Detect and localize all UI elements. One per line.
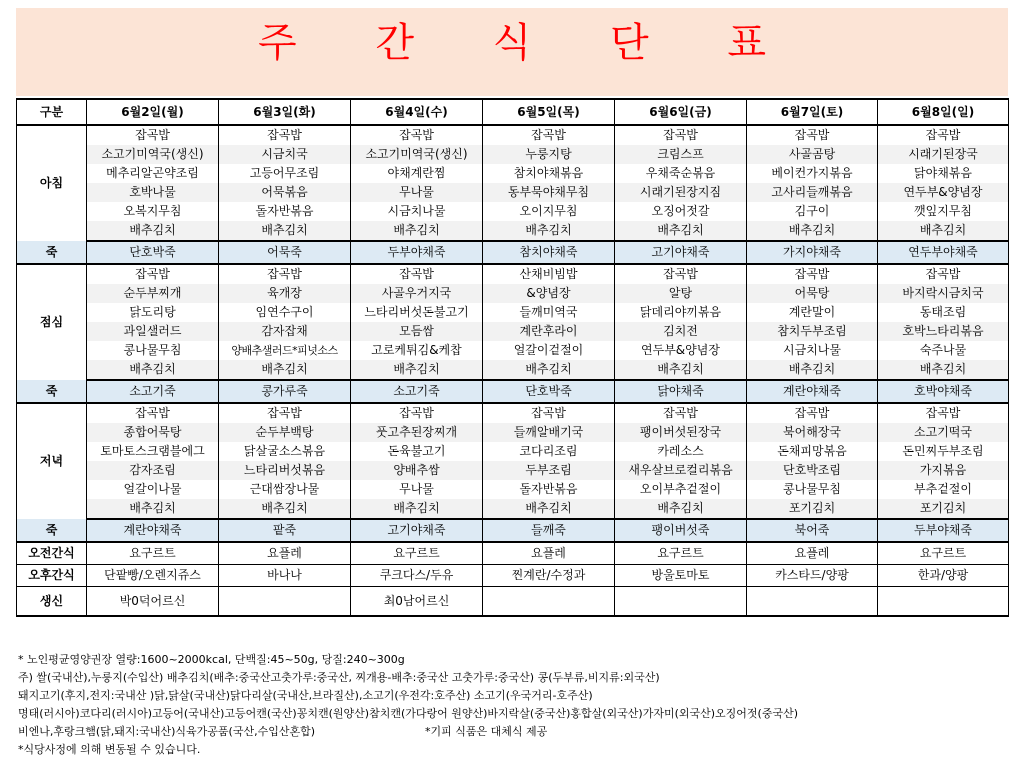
am-snack-row [17,542,1009,565]
dinner-menu-cell: 돈육불고기 [351,442,483,461]
lunch-menu-cell: 고로케튀김&케찹 [351,341,483,360]
pm-snack-cell: 한과/양팡 [878,565,1009,587]
dinner-label: 저녁 [17,403,87,519]
porridge-row [17,380,1009,403]
dinner-menu-cell: 포기김치 [878,499,1009,519]
breakfast-menu-cell: 시래기된장지짐 [615,183,747,202]
dinner-menu-cell: 콩나물무침 [747,480,878,499]
porridge-cell: 연두부야채죽 [878,241,1009,264]
birthday-cell [615,587,747,617]
breakfast-menu-cell: 배추김치 [878,221,1009,241]
origin-note-2: 돼지고기(후지,전지:국내산 )닭,닭살(국내산)닭다리살(국내산,브라질산),소고기(우전각:호주산) 소고기(우국거리-호주산) [18,689,593,702]
lunch-menu-cell: 산채비빔밥 [483,264,615,284]
origin-note-4 [18,723,1008,741]
breakfast-menu-cell: 시금치국 [219,145,351,164]
lunch-menu-cell: 느타리버섯돈불고기 [351,303,483,322]
breakfast-menu-cell: 닭야채볶음 [878,164,1009,183]
dinner-menu-cell: 배추김치 [351,499,483,519]
lunch-menu-cell: 바지락시금치국 [878,284,1009,303]
lunch-menu-cell: 연두부&양념장 [615,341,747,360]
lunch-menu-cell: 임연수구이 [219,303,351,322]
porridge-cell: 두부야채죽 [351,241,483,264]
lunch-row [17,360,1009,380]
breakfast-menu-cell: 시래기된장국 [878,145,1009,164]
breakfast-menu-cell: 무나물 [351,183,483,202]
dinner-menu-cell: 느타리버섯볶음 [219,461,351,480]
porridge-cell: 계란야채죽 [747,380,878,403]
dinner-row [17,461,1009,480]
lunch-menu-cell: 잡곡밥 [219,264,351,284]
dinner-menu-cell: 순두부백탕 [219,423,351,442]
header-day: 6월6일(금) [615,99,747,125]
breakfast-menu-cell: 야채계란찜 [351,164,483,183]
dinner-menu-cell: 잡곡밥 [351,403,483,423]
birthday-cell [747,587,878,617]
dinner-menu-cell: 북어해장국 [747,423,878,442]
dinner-menu-cell: 감자조림 [87,461,219,480]
dinner-menu-cell: 배추김치 [87,499,219,519]
porridge-cell: 단호박죽 [87,241,219,264]
breakfast-menu-cell: 잡곡밥 [87,125,219,145]
breakfast-label: 아침 [17,125,87,241]
breakfast-menu-cell: 연두부&양념장 [878,183,1009,202]
lunch-menu-cell: 계란말이 [747,303,878,322]
porridge-row [17,241,1009,264]
dinner-row [17,480,1009,499]
lunch-menu-cell: 숙주나물 [878,341,1009,360]
birthday-cell: 박0덕어르신 [87,587,219,617]
breakfast-menu-cell: 고사리들깨볶음 [747,183,878,202]
lunch-menu-cell: 닭도리탕 [87,303,219,322]
dinner-menu-cell: 코다리조림 [483,442,615,461]
lunch-menu-cell: 배추김치 [878,360,1009,380]
breakfast-menu-cell: 호박나물 [87,183,219,202]
lunch-menu-cell: 배추김치 [483,360,615,380]
dinner-menu-cell: 얼갈이나물 [87,480,219,499]
dinner-menu-cell: 근대쌈장나물 [219,480,351,499]
am-snack-cell: 요플레 [219,542,351,565]
dinner-row [17,423,1009,442]
dinner-menu-cell: 부추겉절이 [878,480,1009,499]
breakfast-menu-cell: 배추김치 [351,221,483,241]
birthday-label: 생신 [17,587,87,617]
menu-notes [18,651,1008,759]
dinner-menu-cell: 돈민찌두부조림 [878,442,1009,461]
breakfast-menu-cell: 김구이 [747,202,878,221]
lunch-menu-cell: 콩나물무침 [87,341,219,360]
pm-snack-cell: 바나나 [219,565,351,587]
breakfast-menu-cell: 크림스프 [615,145,747,164]
breakfast-menu-cell: 오복지무침 [87,202,219,221]
breakfast-menu-cell: 잡곡밥 [878,125,1009,145]
lunch-row [17,284,1009,303]
dinner-menu-cell: 배추김치 [483,499,615,519]
header-day: 6월3일(화) [219,99,351,125]
am-snack-label: 오전간식 [17,542,87,565]
lunch-menu-cell: 모듬쌈 [351,322,483,341]
dinner-menu-cell: 종합어묵탕 [87,423,219,442]
pm-snack-cell: 단팥빵/오렌지쥬스 [87,565,219,587]
breakfast-menu-cell: 잡곡밥 [219,125,351,145]
substitute-note: *기피 식품은 대체식 제공 [425,725,548,738]
breakfast-row [17,164,1009,183]
porridge-cell: 두부야채죽 [878,519,1009,542]
pm-snack-row [17,565,1009,587]
lunch-menu-cell: 어묵탕 [747,284,878,303]
dinner-row [17,403,1009,423]
porridge-cell: 참치야채죽 [483,241,615,264]
pm-snack-cell: 쿠크다스/두유 [351,565,483,587]
dinner-menu-cell: 잡곡밥 [219,403,351,423]
breakfast-menu-cell: 소고기미역국(생신) [351,145,483,164]
dinner-menu-cell: 돌자반볶음 [483,480,615,499]
dinner-menu-cell: 잡곡밥 [87,403,219,423]
header-day: 6월2일(월) [87,99,219,125]
pm-snack-cell: 찐계란/수정과 [483,565,615,587]
breakfast-row [17,145,1009,164]
lunch-menu-cell: 사골우거지국 [351,284,483,303]
breakfast-menu-cell: 잡곡밥 [615,125,747,145]
porridge-cell: 팽이버섯죽 [615,519,747,542]
breakfast-row [17,125,1009,145]
header-row [17,99,1009,125]
lunch-menu-cell: 배추김치 [351,360,483,380]
lunch-menu-cell: 육개장 [219,284,351,303]
lunch-menu-cell: 배추김치 [615,360,747,380]
breakfast-menu-cell: 오이지무침 [483,202,615,221]
dinner-menu-cell: 양배추쌈 [351,461,483,480]
dinner-menu-cell: 잡곡밥 [878,403,1009,423]
breakfast-menu-cell: 베이컨가지볶음 [747,164,878,183]
pm-snack-label: 오후간식 [17,565,87,587]
breakfast-row [17,221,1009,241]
dinner-menu-cell: 포기김치 [747,499,878,519]
breakfast-menu-cell: 우채죽순볶음 [615,164,747,183]
lunch-menu-cell: 배추김치 [219,360,351,380]
porridge-cell: 들깨죽 [483,519,615,542]
lunch-menu-cell: 과일샐러드 [87,322,219,341]
breakfast-menu-cell: 배추김치 [87,221,219,241]
breakfast-menu-cell: 돌자반볶음 [219,202,351,221]
dinner-menu-cell: 두부조림 [483,461,615,480]
lunch-menu-cell: 김치전 [615,322,747,341]
birthday-cell [219,587,351,617]
header-category: 구분 [17,99,87,125]
am-snack-cell: 요구르트 [878,542,1009,565]
am-snack-cell: 요플레 [747,542,878,565]
breakfast-menu-cell: 배추김치 [747,221,878,241]
title-banner [16,8,1008,96]
lunch-menu-cell: 잡곡밥 [615,264,747,284]
pm-snack-cell: 카스타드/양팡 [747,565,878,587]
lunch-menu-cell: 동태조림 [878,303,1009,322]
breakfast-menu-cell: 메추리알곤약조림 [87,164,219,183]
dinner-menu-cell: 카레소스 [615,442,747,461]
am-snack-cell: 요구르트 [351,542,483,565]
dinner-menu-cell: 돈채피망볶음 [747,442,878,461]
breakfast-row [17,183,1009,202]
birthday-cell [483,587,615,617]
porridge-cell: 가지야채죽 [747,241,878,264]
birthday-cell: 최0남어르신 [351,587,483,617]
dinner-menu-cell: 토마토스크램블에그 [87,442,219,461]
porridge-cell: 북어죽 [747,519,878,542]
lunch-row [17,303,1009,322]
breakfast-menu-cell: 깻잎지무침 [878,202,1009,221]
lunch-row [17,264,1009,284]
lunch-menu-cell: 배추김치 [87,360,219,380]
header-day: 6월4일(수) [351,99,483,125]
breakfast-menu-cell: 잡곡밥 [747,125,878,145]
lunch-menu-cell: 잡곡밥 [351,264,483,284]
porridge-cell: 고기야채죽 [351,519,483,542]
birthday-cell [878,587,1009,617]
breakfast-menu-cell: 배추김치 [219,221,351,241]
breakfast-menu-cell: 사골곰탕 [747,145,878,164]
dinner-menu-cell: 배추김치 [615,499,747,519]
am-snack-cell: 요플레 [483,542,615,565]
porridge-cell: 어묵죽 [219,241,351,264]
dinner-row [17,442,1009,461]
lunch-menu-cell: 알탕 [615,284,747,303]
breakfast-menu-cell: 배추김치 [615,221,747,241]
breakfast-menu-cell: 고등어무조림 [219,164,351,183]
dinner-row [17,499,1009,519]
porridge-cell: 단호박죽 [483,380,615,403]
lunch-menu-cell: 닭데리야끼볶음 [615,303,747,322]
lunch-menu-cell: 감자잡채 [219,322,351,341]
header-day: 6월5일(목) [483,99,615,125]
lunch-menu-cell: &양념장 [483,284,615,303]
lunch-menu-cell: 참치두부조림 [747,322,878,341]
breakfast-menu-cell: 누룽지탕 [483,145,615,164]
porridge-cell: 팥죽 [219,519,351,542]
header-day: 6월7일(토) [747,99,878,125]
porridge-cell: 소고기죽 [351,380,483,403]
dinner-menu-cell: 가지볶음 [878,461,1009,480]
lunch-menu-cell: 잡곡밥 [747,264,878,284]
weekly-menu-table [16,98,1009,617]
lunch-menu-cell: 잡곡밥 [87,264,219,284]
lunch-menu-cell: 얼갈이겉절이 [483,341,615,360]
breakfast-row [17,202,1009,221]
lunch-menu-cell: 잡곡밥 [878,264,1009,284]
dinner-menu-cell: 잡곡밥 [615,403,747,423]
porridge-label: 죽 [17,519,87,542]
dinner-menu-cell: 새우살브로컬리볶음 [615,461,747,480]
origin-note-1: 주) 쌀(국내산),누룽지(수입산) 배추김치(배추:중국산고춧가루:중국산, 찌개용-배추:중국산 고춧가루:중국산) 콩(두부류,비지류:외국산) [18,671,660,684]
breakfast-menu-cell: 시금치나물 [351,202,483,221]
porridge-cell: 계란야채죽 [87,519,219,542]
pm-snack-cell: 방울토마토 [615,565,747,587]
lunch-menu-cell: 양배추샐러드*피넛소스 [219,341,351,360]
lunch-menu-cell: 시금치나물 [747,341,878,360]
dinner-menu-cell: 닭살굴소스볶음 [219,442,351,461]
breakfast-menu-cell: 잡곡밥 [483,125,615,145]
lunch-menu-cell: 호박느타리볶음 [878,322,1009,341]
am-snack-cell: 요구르트 [615,542,747,565]
porridge-cell: 소고기죽 [87,380,219,403]
dinner-menu-cell: 풋고추된장찌개 [351,423,483,442]
nutrition-note: * 노인평균영양권장 열량:1600~2000kcal, 단백질:45~50g, 당질:240~300g [18,653,405,666]
breakfast-menu-cell: 참치야채볶음 [483,164,615,183]
lunch-row [17,341,1009,360]
header-day: 6월8일(일) [878,99,1009,125]
origin-note-3: 명태(러시아)코다리(러시아)고등어(국내산)고등어캔(국산)꽁치캔(원양산)참치캔(가다랑어 원양산)바지락살(중국산)홍합살(외국산)가자미(외국산)오징어젓(중국산) [18,707,799,720]
origin-note-processed: 비엔나,후랑크햄(닭,돼지:국내산)식육가공품(국산,수입산혼합) [18,725,316,738]
breakfast-menu-cell: 오징어젓갈 [615,202,747,221]
lunch-label: 점심 [17,264,87,380]
breakfast-menu-cell: 소고기미역국(생신) [87,145,219,164]
porridge-cell: 고기야채죽 [615,241,747,264]
breakfast-menu-cell: 배추김치 [483,221,615,241]
lunch-menu-cell: 순두부찌개 [87,284,219,303]
breakfast-menu-cell: 잡곡밥 [351,125,483,145]
dinner-menu-cell: 잡곡밥 [483,403,615,423]
porridge-cell: 닭야채죽 [615,380,747,403]
porridge-row [17,519,1009,542]
porridge-label: 죽 [17,241,87,264]
lunch-menu-cell: 계란후라이 [483,322,615,341]
dinner-menu-cell: 팽이버섯된장국 [615,423,747,442]
lunch-menu-cell: 들깨미역국 [483,303,615,322]
dinner-menu-cell: 들깨알배기국 [483,423,615,442]
dinner-menu-cell: 오이부추겉절이 [615,480,747,499]
porridge-cell: 호박야채죽 [878,380,1009,403]
dinner-menu-cell: 단호박조림 [747,461,878,480]
change-note: *식당사정에 의해 변동될 수 있습니다. [18,743,201,756]
dinner-menu-cell: 잡곡밥 [747,403,878,423]
dinner-menu-cell: 소고기떡국 [878,423,1009,442]
dinner-menu-cell: 배추김치 [219,499,351,519]
porridge-cell: 콩가루죽 [219,380,351,403]
lunch-menu-cell: 배추김치 [747,360,878,380]
birthday-row [17,587,1009,617]
breakfast-menu-cell: 동부묵야채무침 [483,183,615,202]
dinner-menu-cell: 무나물 [351,480,483,499]
lunch-row [17,322,1009,341]
breakfast-menu-cell: 어묵볶음 [219,183,351,202]
am-snack-cell: 요구르트 [87,542,219,565]
page-title: 주 간 식 단 표 [257,20,800,66]
porridge-label: 죽 [17,380,87,403]
